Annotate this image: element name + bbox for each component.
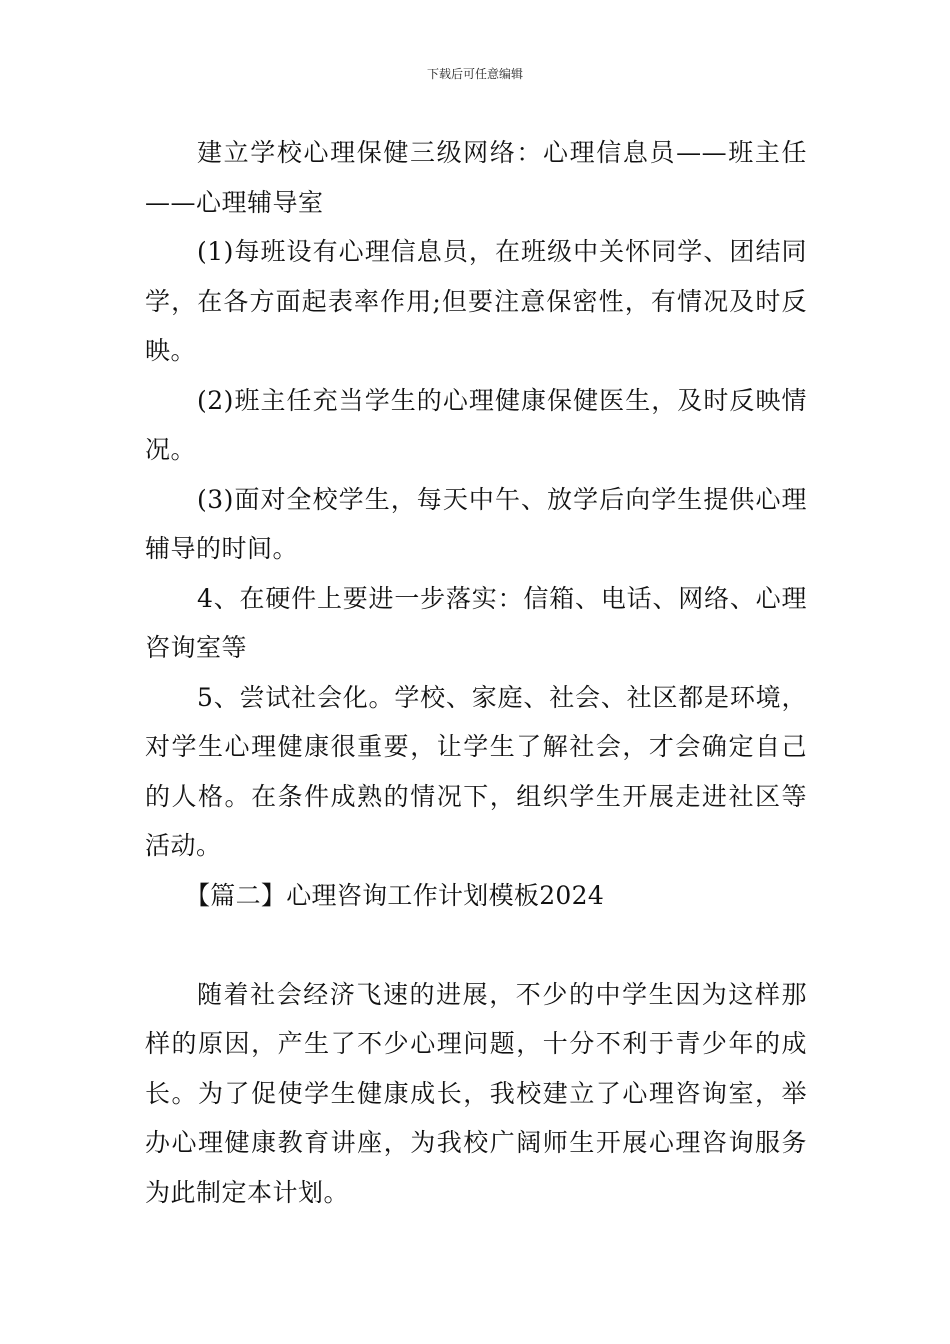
section-heading: 【篇二】心理咨询工作计划模板2024 <box>185 880 605 910</box>
paragraph-hardware: 4、在硬件上要进一步落实：信箱、电话、网络、心理咨询室等 <box>145 583 807 662</box>
paragraph-network: 建立学校心理保健三级网络：心理信息员——班主任——心理辅导室 <box>145 138 807 217</box>
blank-line <box>145 920 807 970</box>
paragraph-socialization: 5、尝试社会化。学校、家庭、社会、社区都是环境，对学生心理健康很重要，让学生了解社会，才会确定自己的人格。在条件成熟的情况下，组织学生开展走进社区等活动。 <box>145 682 807 860</box>
paragraph-intro: 随着社会经济飞速的进展，不少的中学生因为这样那样的原因，产生了不少心理问题，十分不利于青少年的成长。为了促使学生健康成长，我校建立了心理咨询室，举办心理健康教育讲座，为我校广阔师生开展心理咨询服务为此制定本计划。 <box>145 979 807 1207</box>
paragraph-item-1: (1)每班设有心理信息员，在班级中关怀同学、团结同学，在各方面起表率作用;但要注意保密性，有情况及时反映。 <box>145 237 807 365</box>
document-body <box>145 128 807 1217</box>
paragraph-item-3: (3)面对全校学生，每天中午、放学后向学生提供心理辅导的时间。 <box>145 484 807 563</box>
page-header-note: 下载后可任意编辑 <box>426 67 523 81</box>
paragraph-item-2: (2)班主任充当学生的心理健康保健医生，及时反映情况。 <box>145 385 807 464</box>
